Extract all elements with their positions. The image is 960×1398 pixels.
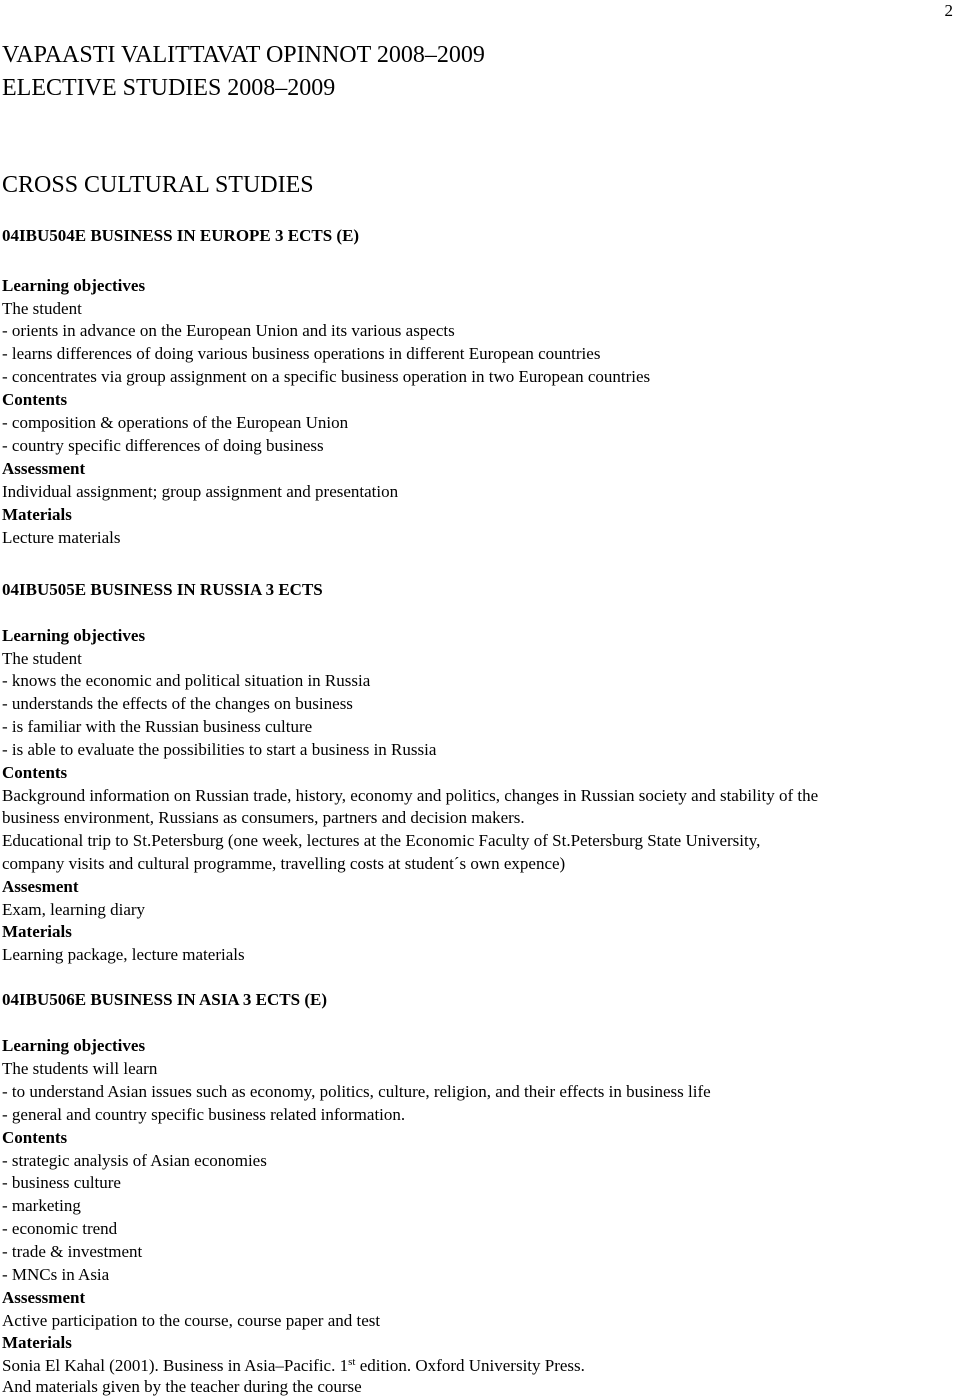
list-item: - country specific differences of doing business — [2, 436, 324, 455]
materials-reference-text: Sonia El Kahal (2001). Business in Asia–Pacific. 1 — [2, 1356, 349, 1375]
contents-text: company visits and cultural programme, travelling costs at student´s own expence) — [2, 854, 566, 873]
materials-text: Lecture materials — [2, 528, 121, 547]
list-item: - orients in advance on the European Union and its various aspects — [2, 321, 455, 340]
assessment-text: Individual assignment; group assignment and presentation — [2, 482, 399, 501]
list-item: - knows the economic and political situation in Russia — [2, 671, 371, 690]
assessment-heading: Assessment — [2, 1288, 86, 1307]
edition-superscript: st — [348, 1356, 356, 1368]
title-english: ELECTIVE STUDIES 2008–2009 — [2, 75, 336, 101]
learning-objectives-heading: Learning objectives — [2, 276, 146, 295]
contents-text: Background information on Russian trade, history, economy and politics, changes in Russian society and stability of the — [2, 786, 819, 805]
assessment-heading: Assessment — [2, 459, 86, 478]
learning-objectives-intro: The student — [2, 299, 82, 318]
contents-heading: Contents — [2, 763, 68, 782]
learning-objectives-heading: Learning objectives — [2, 1036, 146, 1055]
list-item: - is familiar with the Russian business culture — [2, 717, 313, 736]
learning-objectives-intro: The students will learn — [2, 1059, 158, 1078]
list-item: - MNCs in Asia — [2, 1265, 110, 1284]
list-item: - marketing — [2, 1196, 81, 1215]
materials-text: And materials given by the teacher during the course — [2, 1377, 362, 1396]
contents-heading: Contents — [2, 1128, 68, 1147]
materials-text: Learning package, lecture materials — [2, 945, 245, 964]
list-item: - general and country specific business related information. — [2, 1105, 406, 1124]
list-item: - economic trend — [2, 1219, 118, 1238]
course-title-asia: 04IBU506E BUSINESS IN ASIA 3 ECTS (E) — [2, 990, 327, 1009]
section-title: CROSS CULTURAL STUDIES — [2, 172, 314, 198]
list-item: - is able to evaluate the possibilities to start a business in Russia — [2, 740, 437, 759]
list-item: - to understand Asian issues such as economy, politics, culture, religion, and their effects in business life — [2, 1082, 711, 1101]
list-item: - business culture — [2, 1173, 121, 1192]
assessment-text: Active participation to the course, course paper and test — [2, 1311, 381, 1330]
list-item: - learns differences of doing various business operations in different European countries — [2, 344, 601, 363]
learning-objectives-intro: The student — [2, 649, 82, 668]
list-item: - concentrates via group assignment on a specific business operation in two European countries — [2, 367, 651, 386]
materials-heading: Materials — [2, 1333, 72, 1352]
list-item: - understands the effects of the changes on business — [2, 694, 353, 713]
page-number: 2 — [944, 1, 953, 20]
contents-text: Educational trip to St.Petersburg (one week, lectures at the Economic Faculty of St.Petersburg State University, — [2, 831, 761, 850]
list-item: - composition & operations of the European Union — [2, 413, 349, 432]
assessment-heading: Assesment — [2, 877, 79, 896]
title-finnish: VAPAASTI VALITTAVAT OPINNOT 2008–2009 — [2, 42, 485, 68]
course-title-europe: 04IBU504E BUSINESS IN EUROPE 3 ECTS (E) — [2, 226, 360, 245]
list-item: - trade & investment — [2, 1242, 143, 1261]
materials-heading: Materials — [2, 922, 72, 941]
materials-heading: Materials — [2, 505, 72, 524]
materials-reference-text: edition. Oxford University Press. — [355, 1356, 585, 1375]
learning-objectives-heading: Learning objectives — [2, 626, 146, 645]
list-item: - strategic analysis of Asian economies — [2, 1151, 267, 1170]
course-title-russia: 04IBU505E BUSINESS IN RUSSIA 3 ECTS — [2, 580, 323, 599]
contents-heading: Contents — [2, 390, 68, 409]
contents-text: business environment, Russians as consumers, partners and decision makers. — [2, 808, 525, 827]
assessment-text: Exam, learning diary — [2, 900, 146, 919]
materials-reference — [2, 1355, 585, 1377]
